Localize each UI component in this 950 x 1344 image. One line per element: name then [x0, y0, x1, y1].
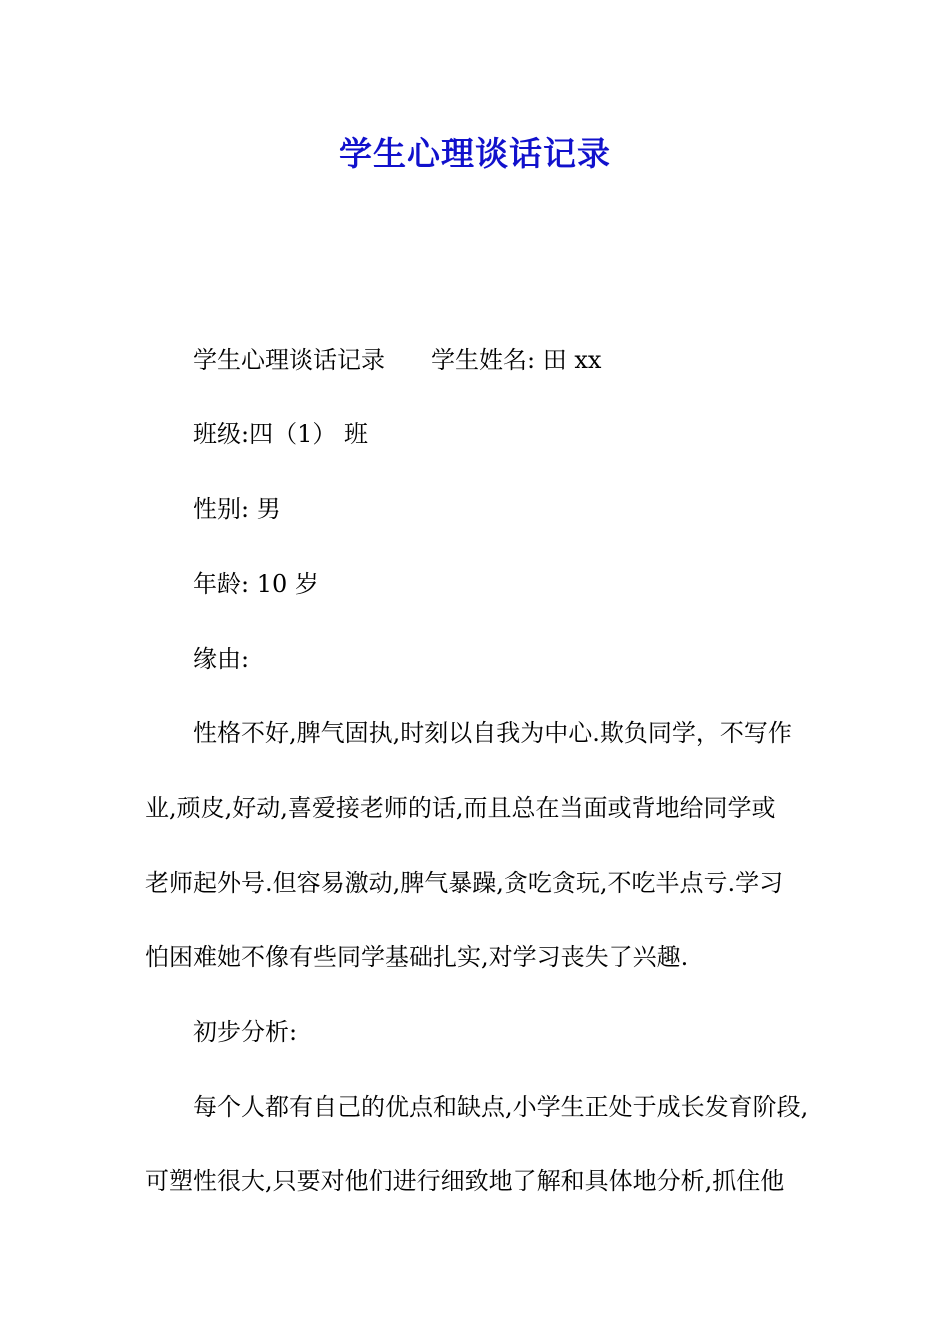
- class-line: 班级:四（1） 班: [193, 420, 368, 448]
- reason-line: 性格不好,脾气固执,时刻以自我为中心.欺负同学，不写作: [193, 719, 792, 747]
- document-title: 学生心理谈话记录: [339, 134, 611, 173]
- reason-line: 怕困难她不像有些同学基础扎实,对学习丧失了兴趣.: [145, 943, 689, 971]
- reason-line: 业,顽皮,好动,喜爱接老师的话,而且总在当面或背地给同学或: [145, 794, 776, 822]
- reason-heading: 缘由:: [193, 645, 250, 673]
- student-name: 学生姓名: 田 xx: [431, 346, 602, 374]
- header-line: [193, 345, 601, 375]
- analysis-line: 可塑性很大,只要对他们进行细致地了解和具体地分析,抓住他: [145, 1167, 785, 1195]
- analysis-line: 每个人都有自己的优点和缺点,小学生正处于成长发育阶段,: [193, 1093, 809, 1121]
- analysis-heading: 初步分析:: [193, 1018, 298, 1046]
- age-line: 年龄: 10 岁: [193, 570, 319, 598]
- gender-line: 性别: 男: [193, 495, 281, 523]
- record-label: 学生心理谈话记录: [193, 346, 385, 374]
- reason-line: 老师起外号.但容易激动,脾气暴躁,贪吃贪玩,不吃半点亏.学习: [145, 869, 784, 897]
